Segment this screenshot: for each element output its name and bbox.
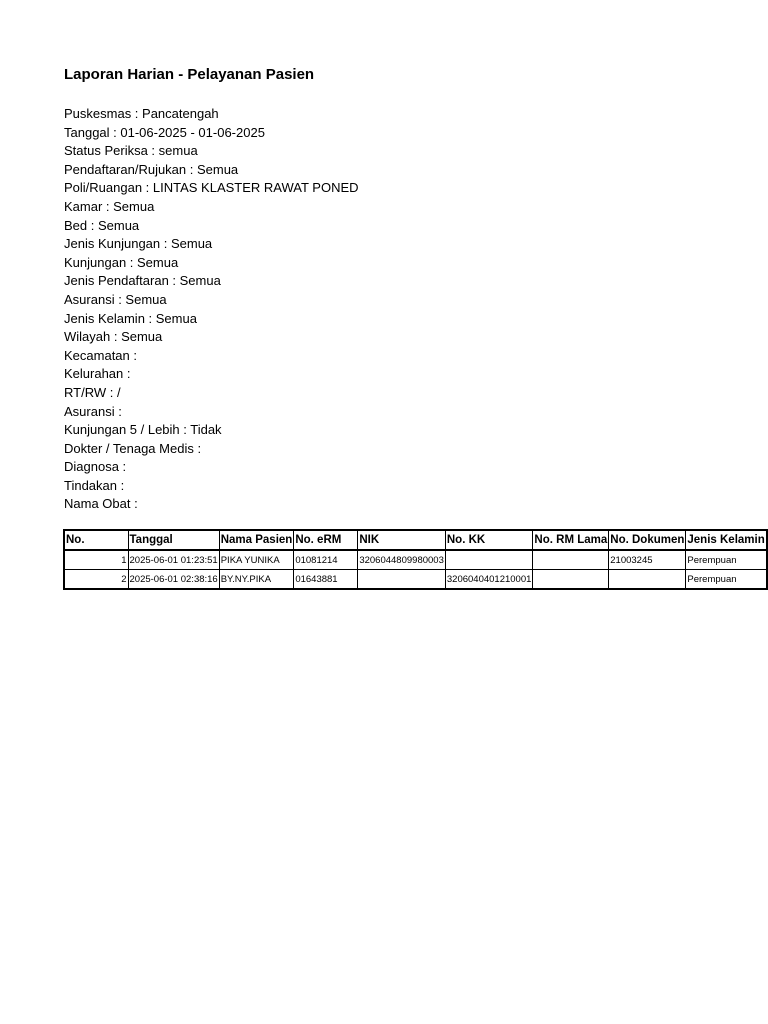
cell-no-erm: 01643881 [294, 570, 358, 590]
filter-tanggal: Tanggal : 01-06-2025 - 01-06-2025 [64, 124, 265, 140]
cell-no-kk [445, 550, 533, 570]
cell-no-dokumen: 21003245 [609, 550, 686, 570]
filter-list [64, 105, 359, 514]
cell-jenis-kelamin: Perempuan [686, 550, 767, 570]
header-no-rm-lama: No. RM Lama [533, 530, 609, 550]
filter-jenis-pendaftaran: Jenis Pendaftaran : Semua [64, 273, 221, 289]
filter-kamar: Kamar : Semua [64, 198, 155, 214]
filter-kunjungan: Kunjungan : Semua [64, 254, 179, 270]
filter-kunjungan-5-lebih: Kunjungan 5 / Lebih : Tidak [64, 422, 222, 438]
table-row [64, 550, 767, 570]
filter-jenis-kelamin: Jenis Kelamin : Semua [64, 310, 197, 326]
cell-no-rm-lama [533, 570, 609, 590]
cell-no-rm-lama [533, 550, 609, 570]
filter-asuransi-2: Asuransi : [64, 403, 122, 419]
filter-poli-ruangan: Poli/Ruangan : LINTAS KLASTER RAWAT PONED [64, 180, 359, 196]
cell-no-dokumen [609, 570, 686, 590]
filter-tindakan: Tindakan : [64, 477, 125, 493]
header-jenis-kelamin: Jenis Kelamin [686, 530, 767, 550]
filter-wilayah: Wilayah : Semua [64, 329, 163, 345]
report-title: Laporan Harian - Pelayanan Pasien [64, 66, 315, 83]
cell-tanggal: 2025-06-01 02:38:16 [128, 570, 219, 590]
header-no-dokumen: No. Dokumen [609, 530, 686, 550]
cell-tanggal: 2025-06-01 01:23:51 [128, 550, 219, 570]
filter-jenis-kunjungan: Jenis Kunjungan : Semua [64, 236, 213, 252]
table-row [64, 570, 767, 590]
filter-rt-rw: RT/RW : / [64, 384, 121, 400]
filter-asuransi: Asuransi : Semua [64, 291, 167, 307]
cell-nik [358, 570, 446, 590]
header-no-kk: No. KK [445, 530, 533, 550]
filter-kelurahan: Kelurahan : [64, 366, 131, 382]
filter-puskesmas: Puskesmas : Pancatengah [64, 106, 219, 121]
filter-nama-obat: Nama Obat : [64, 496, 138, 512]
filter-status-periksa: Status Periksa : semua [64, 143, 198, 159]
filter-diagnosa: Diagnosa : [64, 459, 127, 475]
patient-table [63, 529, 768, 590]
cell-nama-pasien: PIKA YUNIKA [219, 550, 294, 570]
header-tanggal: Tanggal [128, 530, 219, 550]
cell-nama-pasien: BY.NY.PIKA [219, 570, 294, 590]
cell-nik: 3206044809980003 [358, 550, 446, 570]
header-no-erm: No. eRM [294, 530, 358, 550]
filter-kecamatan: Kecamatan : [64, 347, 137, 363]
filter-dokter-tenaga-medis: Dokter / Tenaga Medis : [64, 440, 202, 456]
header-nik: NIK [358, 530, 446, 550]
header-nama-pasien: Nama Pasien [219, 530, 294, 550]
cell-jenis-kelamin: Perempuan [686, 570, 767, 590]
filter-pendaftaran-rujukan: Pendaftaran/Rujukan : Semua [64, 161, 239, 177]
table-header-row [64, 530, 767, 550]
cell-no-kk: 3206040401210001 [445, 570, 533, 590]
cell-no-erm: 01081214 [294, 550, 358, 570]
cell-no: 1 [64, 550, 128, 570]
cell-no: 2 [64, 570, 128, 590]
header-no: No. [64, 530, 128, 550]
filter-bed: Bed : Semua [64, 217, 140, 233]
